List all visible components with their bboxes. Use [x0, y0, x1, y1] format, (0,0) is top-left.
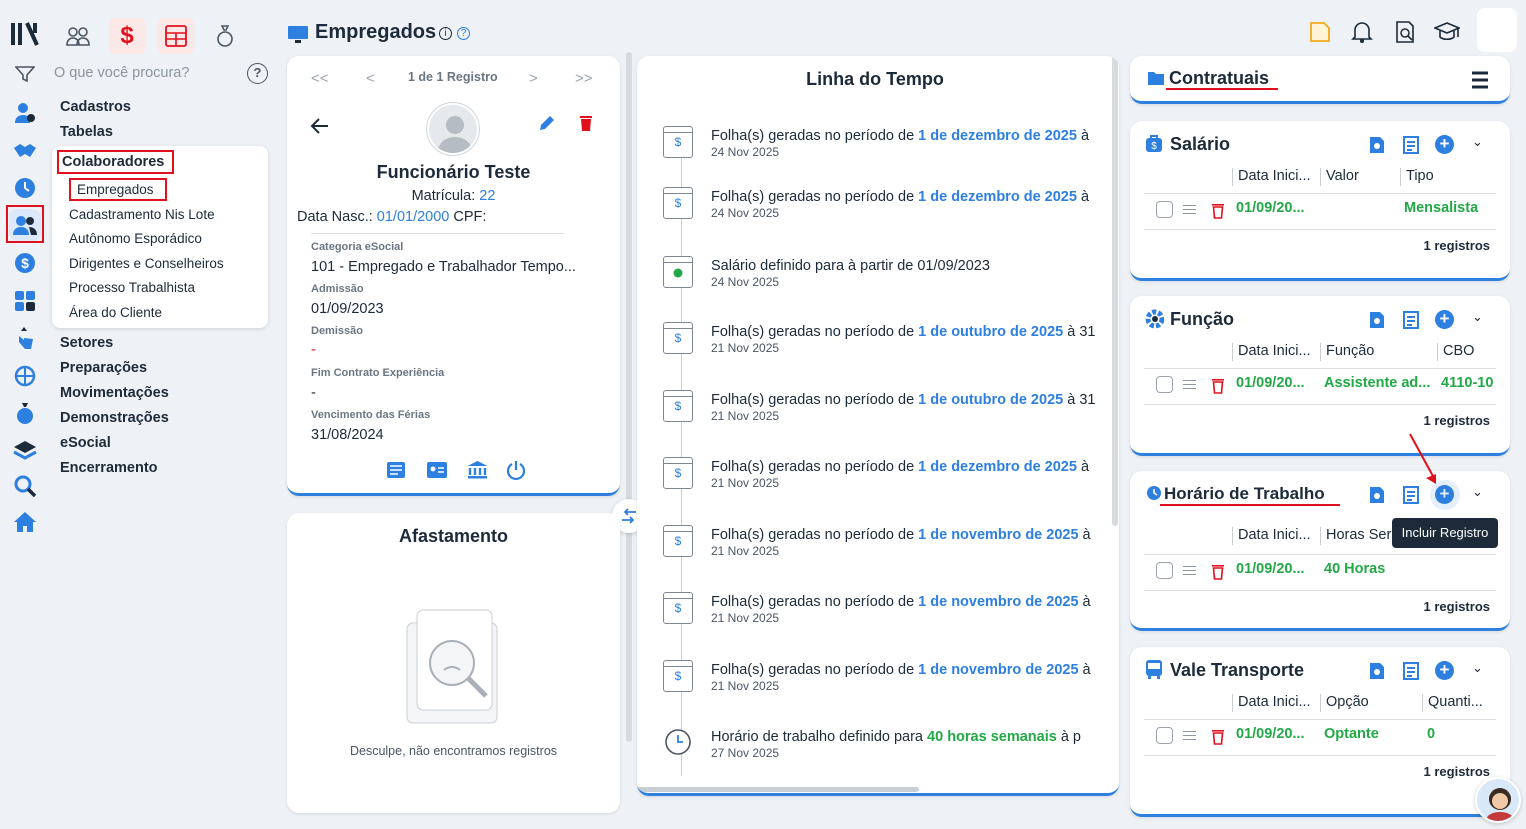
contract-card-funcao — [1130, 296, 1510, 456]
contract-card-title: Função — [1170, 309, 1235, 329]
column-header[interactable]: Data Inici... — [1238, 343, 1311, 359]
document-search-icon[interactable] — [1367, 485, 1387, 505]
column-divider — [1232, 168, 1233, 186]
menu-item-demonstracoes[interactable]: Demonstrações — [60, 410, 169, 426]
column-divider — [1400, 168, 1401, 186]
timeline-text-pre: Folha(s) geradas no período de — [711, 128, 919, 144]
menu-item-esocial[interactable]: eSocial — [60, 435, 111, 451]
drag-handle-icon[interactable] — [1183, 205, 1196, 214]
payroll-icon: $ — [663, 525, 693, 557]
timeline-text-post: à 31 — [1063, 392, 1096, 408]
afastamento-title: Afastamento — [398, 526, 509, 546]
contract-card-salario — [1130, 121, 1510, 281]
hand-icon[interactable] — [9, 322, 41, 354]
timeline-text — [711, 324, 1095, 340]
timeline-text — [711, 729, 1081, 745]
info-icon[interactable]: i — [439, 27, 452, 40]
timeline-highlight[interactable]: 1 de outubro de 2025 — [918, 324, 1064, 340]
calculator-icon[interactable] — [9, 285, 41, 317]
drag-handle-icon[interactable] — [1183, 566, 1196, 575]
timeline-text-pre: Folha(s) geradas no período de — [711, 594, 919, 610]
chevron-down-icon[interactable]: ⌄ — [1472, 484, 1483, 499]
trash-icon[interactable] — [579, 114, 593, 137]
afastamento-empty-text: Desculpe, não encontramos registros — [349, 744, 558, 758]
drag-handle-icon[interactable] — [1183, 380, 1196, 389]
dollar-icon[interactable] — [9, 247, 41, 279]
timeline-highlight[interactable]: 1 de novembro de 2025 — [918, 527, 1079, 543]
submenu-item-area-cliente[interactable]: Área do Cliente — [69, 305, 163, 320]
clock-icon[interactable] — [9, 172, 41, 204]
bank-icon[interactable] — [467, 460, 488, 484]
timeline-date: 21 Nov 2025 — [711, 544, 780, 558]
report-icon[interactable] — [1401, 310, 1421, 330]
empty-state-illustration — [382, 598, 522, 743]
help-icon[interactable]: ? — [247, 63, 268, 84]
payroll-icon: $ — [663, 126, 693, 158]
timeline-date: 21 Nov 2025 — [711, 409, 780, 423]
last-record-button[interactable]: >> — [575, 70, 593, 87]
timeline-item — [663, 727, 1119, 767]
categoria-label: Categoria eSocial — [311, 241, 404, 253]
column-divider — [1320, 343, 1321, 361]
timeline-text-pre: Folha(s) geradas no período de — [711, 324, 919, 340]
column-header[interactable]: Data Inici... — [1238, 527, 1311, 543]
timeline-text-post: à — [1078, 662, 1091, 678]
column-header[interactable]: Horas Ser — [1326, 527, 1392, 543]
payroll-icon: $ — [663, 322, 693, 354]
trash-icon[interactable] — [1208, 375, 1228, 395]
chevron-down-icon[interactable]: ⌄ — [1472, 309, 1483, 324]
moneybag-icon[interactable] — [9, 397, 41, 429]
monitor-icon — [287, 25, 309, 50]
contract-card-title: Horário de Trabalho — [1164, 484, 1325, 503]
empregados-highlight-box — [69, 178, 167, 201]
timeline-highlight[interactable]: 1 de dezembro de 2025 — [918, 128, 1077, 144]
column-divider — [1232, 527, 1233, 545]
timeline-item — [663, 187, 1119, 227]
logo-icon[interactable] — [9, 18, 41, 50]
table-cell: 01/09/20... — [1236, 375, 1305, 391]
contratuais-header — [1130, 56, 1510, 104]
timeline-text-post: à — [1076, 459, 1090, 475]
demissao-label: Demissão — [311, 325, 363, 337]
annotation-arrow — [1407, 432, 1441, 493]
menu-item-movimentacoes[interactable]: Movimentações — [60, 385, 169, 401]
id-card-icon[interactable] — [426, 461, 448, 484]
payroll-icon: $ — [663, 390, 693, 422]
row-checkbox[interactable] — [1156, 376, 1173, 393]
timeline-date: 24 Nov 2025 — [711, 206, 780, 220]
timeline-text-post: à p — [1056, 729, 1081, 745]
page-title: Empregados — [315, 21, 437, 43]
document-search-icon[interactable] — [1367, 661, 1387, 681]
column-header[interactable]: Data Inici... — [1238, 694, 1311, 710]
record-count: 1 registros — [1423, 764, 1490, 779]
menu-icon[interactable] — [1471, 71, 1489, 89]
payroll-icon: $ — [663, 457, 693, 489]
demissao-value: - — [311, 342, 316, 358]
timeline-date: 21 Nov 2025 — [711, 476, 780, 490]
vencimento-ferias-value: 31/08/2024 — [311, 427, 384, 443]
timeline-date: 21 Nov 2025 — [711, 679, 780, 693]
table-cell: Mensalista — [1404, 200, 1479, 216]
clock-icon — [1144, 483, 1164, 503]
trash-icon[interactable] — [1208, 726, 1228, 746]
timeline-highlight[interactable]: 1 de novembro de 2025 — [918, 594, 1079, 610]
moneybag-icon[interactable] — [207, 18, 243, 54]
column-divider — [1232, 694, 1233, 712]
row-divider — [1144, 590, 1496, 591]
column-header[interactable]: Valor — [1326, 168, 1359, 184]
trash-icon[interactable] — [1208, 200, 1228, 220]
search-input[interactable]: O que você procura? — [54, 65, 190, 81]
table-cell: 01/09/20... — [1236, 561, 1305, 577]
timeline-text — [711, 392, 1095, 408]
timeline-text — [711, 594, 1091, 610]
graduation-cap-icon[interactable] — [1434, 21, 1460, 48]
table-cell: 40 Horas — [1324, 561, 1386, 577]
menu-item-encerramento[interactable]: Encerramento — [60, 460, 158, 476]
column-header[interactable]: CBO — [1443, 343, 1475, 359]
row-divider — [1144, 229, 1496, 230]
timeline-text-post: à — [1078, 594, 1091, 610]
column-divider — [1232, 343, 1233, 361]
document-search-icon[interactable] — [1367, 310, 1387, 330]
drag-handle-icon[interactable] — [1183, 731, 1196, 740]
add-record-icon[interactable]: + — [1435, 661, 1454, 680]
menu-item-cadastros[interactable]: Cadastros — [60, 99, 131, 115]
newspaper-icon[interactable] — [386, 461, 406, 484]
timeline-highlight[interactable]: 1 de dezembro de 2025 — [918, 189, 1077, 205]
chevron-down-icon[interactable]: ⌄ — [1472, 660, 1483, 675]
timeline-date: 21 Nov 2025 — [711, 341, 780, 355]
fim-contrato-value: - — [311, 385, 316, 401]
timeline-text-post: à 31 — [1063, 324, 1096, 340]
timeline-text-post: à — [1078, 527, 1091, 543]
user-config-icon[interactable] — [9, 97, 41, 129]
timeline-item — [663, 457, 1119, 497]
vencimento-ferias-label: Vencimento das Férias — [311, 409, 431, 421]
afastamento-card — [287, 513, 620, 813]
employee-name: Funcionário Teste — [376, 162, 531, 182]
timeline-date: 27 Nov 2025 — [711, 746, 780, 760]
table-cell: 01/09/20... — [1236, 200, 1305, 216]
timeline-text-pre: Folha(s) geradas no período de — [711, 392, 919, 408]
timeline-item — [663, 390, 1119, 430]
employee-matricula — [287, 188, 620, 204]
rail-highlight-box — [6, 205, 44, 243]
prev-record-button[interactable]: < — [366, 70, 375, 87]
menu-item-colaboradores[interactable]: Colaboradores — [62, 154, 165, 170]
menu-item-setores[interactable]: Setores — [60, 335, 114, 351]
money-bag-icon — [1144, 133, 1164, 153]
timeline-text-post: à — [1076, 128, 1090, 144]
report-icon[interactable] — [1401, 661, 1421, 681]
folder-icon — [1147, 70, 1165, 91]
report-icon[interactable] — [1401, 135, 1421, 155]
payroll-icon: $ — [663, 187, 693, 219]
record-counter: 1 de 1 Registro — [408, 70, 498, 84]
search-icon[interactable] — [9, 470, 41, 502]
cpf-label: CPF: — [453, 209, 487, 225]
employee-photo — [427, 103, 479, 155]
submenu-item-dirigentes[interactable]: Dirigentes e Conselheiros — [69, 256, 224, 271]
next-record-button[interactable]: > — [529, 70, 538, 87]
scrollbar[interactable] — [626, 52, 632, 742]
table-cell: Optante — [1324, 726, 1379, 742]
add-record-icon[interactable]: + — [1435, 485, 1454, 504]
timeline-text-pre: Salário definido para à partir de 01/09/2023 — [711, 258, 990, 274]
help-icon[interactable]: ? — [457, 27, 470, 40]
horario-underline — [1160, 504, 1340, 506]
submenu-item-empregados[interactable]: Empregados — [77, 182, 154, 197]
divider — [311, 233, 564, 234]
timeline-text — [711, 662, 1091, 678]
people-icon[interactable] — [60, 18, 96, 54]
timeline-date: 24 Nov 2025 — [711, 275, 780, 289]
timeline-item — [663, 660, 1119, 700]
timeline-text — [711, 258, 990, 274]
row-divider — [1144, 755, 1496, 756]
avatar[interactable] — [1477, 8, 1517, 52]
categoria-value: 101 - Empregado e Trabalhador Tempo... — [311, 259, 576, 275]
table-cell: 0 — [1427, 726, 1436, 742]
timeline-text-pre: Folha(s) geradas no período de — [711, 459, 919, 475]
timeline-item — [663, 592, 1119, 632]
row-checkbox[interactable] — [1156, 201, 1173, 218]
payroll-icon: $ — [663, 592, 693, 624]
timeline-text — [711, 527, 1091, 543]
timeline-text-pre: Horário de trabalho definido para — [711, 729, 928, 745]
nasc-label: Data Nasc.: — [297, 209, 373, 225]
column-divider — [1437, 343, 1438, 361]
column-header[interactable]: Tipo — [1406, 168, 1434, 184]
gear-icon — [1144, 309, 1164, 329]
contratuais-underline — [1166, 88, 1278, 90]
timeline-text-post: à — [1076, 189, 1090, 205]
power-icon[interactable] — [506, 460, 526, 485]
bus-icon — [1144, 659, 1164, 679]
table-cell: 01/09/20... — [1236, 726, 1305, 742]
colaboradores-highlight-box — [57, 150, 174, 174]
table-cell: 4110-10 — [1441, 375, 1494, 391]
layers-icon[interactable] — [9, 434, 41, 466]
admissao-label: Admissão — [311, 283, 364, 295]
salary-icon — [663, 256, 693, 288]
bell-icon[interactable] — [1351, 20, 1373, 49]
row-divider — [1144, 404, 1496, 405]
column-header[interactable]: Função — [1326, 343, 1375, 359]
column-header[interactable]: Quanti... — [1428, 694, 1483, 710]
row-divider — [1144, 554, 1496, 555]
home-icon[interactable] — [9, 506, 41, 538]
submenu-item-processo[interactable]: Processo Trabalhista — [69, 280, 196, 295]
payroll-icon: $ — [663, 660, 693, 692]
back-arrow-icon[interactable] — [310, 117, 330, 140]
timeline-highlight[interactable]: 40 horas semanais — [927, 729, 1057, 745]
timeline-item — [663, 322, 1119, 362]
filter-icon[interactable] — [9, 58, 41, 90]
timeline-item — [663, 126, 1119, 166]
timeline-highlight[interactable]: 1 de dezembro de 2025 — [918, 459, 1077, 475]
column-divider — [1320, 168, 1321, 186]
timeline-h-scrollbar[interactable] — [637, 787, 919, 792]
timeline-text-pre: Folha(s) geradas no período de — [711, 527, 919, 543]
submenu-item-autonomo[interactable]: Autônomo Esporádico — [69, 231, 202, 246]
note-icon[interactable] — [1308, 20, 1332, 49]
add-record-icon[interactable]: + — [1435, 135, 1454, 154]
row-divider — [1144, 368, 1496, 369]
nasc-value: 01/01/2000 — [376, 209, 450, 225]
svg-text:$: $ — [1151, 141, 1157, 152]
column-divider — [1320, 527, 1321, 545]
timeline-scrollbar[interactable] — [1112, 56, 1118, 526]
timeline-card — [637, 56, 1119, 796]
first-record-button[interactable]: << — [311, 70, 329, 87]
contract-card-title: Salário — [1170, 134, 1231, 154]
dollar-icon[interactable]: $ — [109, 18, 145, 54]
row-checkbox[interactable] — [1156, 562, 1173, 579]
timeline-highlight[interactable]: 1 de outubro de 2025 — [918, 392, 1064, 408]
menu-item-tabelas[interactable]: Tabelas — [60, 124, 113, 140]
timeline-item — [663, 256, 1119, 296]
timeline-text-pre: Folha(s) geradas no período de — [711, 189, 919, 205]
trash-icon[interactable] — [1208, 561, 1228, 581]
clock-icon — [663, 727, 693, 757]
row-divider — [1144, 719, 1496, 720]
svg-text:$: $ — [21, 255, 29, 271]
column-divider — [1320, 694, 1321, 712]
tooltip-incluir-registro: Incluir Registro — [1392, 518, 1498, 548]
column-divider — [1422, 694, 1423, 712]
calculator-icon[interactable] — [158, 18, 194, 54]
matricula-value: 22 — [479, 188, 496, 204]
document-search-icon[interactable] — [1367, 135, 1387, 155]
timeline-item — [663, 525, 1119, 565]
row-checkbox[interactable] — [1156, 727, 1173, 744]
timeline-date: 21 Nov 2025 — [711, 611, 780, 625]
admissao-value: 01/09/2023 — [311, 301, 384, 317]
timeline-text — [711, 459, 1089, 475]
column-header[interactable]: Opção — [1326, 694, 1369, 710]
submenu-item-nis-lote[interactable]: Cadastramento Nis Lote — [69, 207, 215, 222]
fim-contrato-label: Fim Contrato Experiência — [311, 367, 445, 379]
left-rail — [0, 0, 50, 829]
menu-item-preparacoes[interactable]: Preparações — [60, 360, 148, 376]
table-cell: Assistente ad... — [1324, 375, 1431, 391]
record-count: 1 registros — [1423, 413, 1490, 428]
contract-card-title: Vale Transporte — [1170, 660, 1305, 680]
record-count: 1 registros — [1423, 599, 1490, 614]
document-search-icon[interactable] — [1394, 20, 1416, 49]
contratuais-title: Contratuais — [1169, 68, 1270, 88]
timeline-highlight[interactable]: 1 de novembro de 2025 — [918, 662, 1079, 678]
row-divider — [1144, 193, 1496, 194]
globe-icon[interactable] — [9, 360, 41, 392]
timeline-date: 24 Nov 2025 — [711, 145, 780, 159]
column-header[interactable]: Data Inici... — [1238, 168, 1311, 184]
record-count: 1 registros — [1423, 238, 1490, 253]
contract-card-horario — [1130, 471, 1510, 631]
contract-card-vale-transporte — [1130, 647, 1510, 817]
matricula-label: Matrícula: — [411, 188, 476, 204]
timeline-text — [711, 128, 1089, 144]
timeline-text — [711, 189, 1089, 205]
timeline-text-pre: Folha(s) geradas no período de — [711, 662, 919, 678]
employee-nasc-cpf — [297, 209, 486, 225]
assistant-avatar[interactable] — [1475, 777, 1521, 823]
add-record-icon[interactable]: + — [1435, 310, 1454, 329]
chevron-down-icon[interactable]: ⌄ — [1472, 134, 1483, 149]
employee-card — [287, 56, 620, 496]
timeline-title: Linha do Tempo — [806, 69, 944, 89]
edit-icon[interactable] — [538, 114, 556, 137]
handshake-icon[interactable] — [9, 135, 41, 167]
